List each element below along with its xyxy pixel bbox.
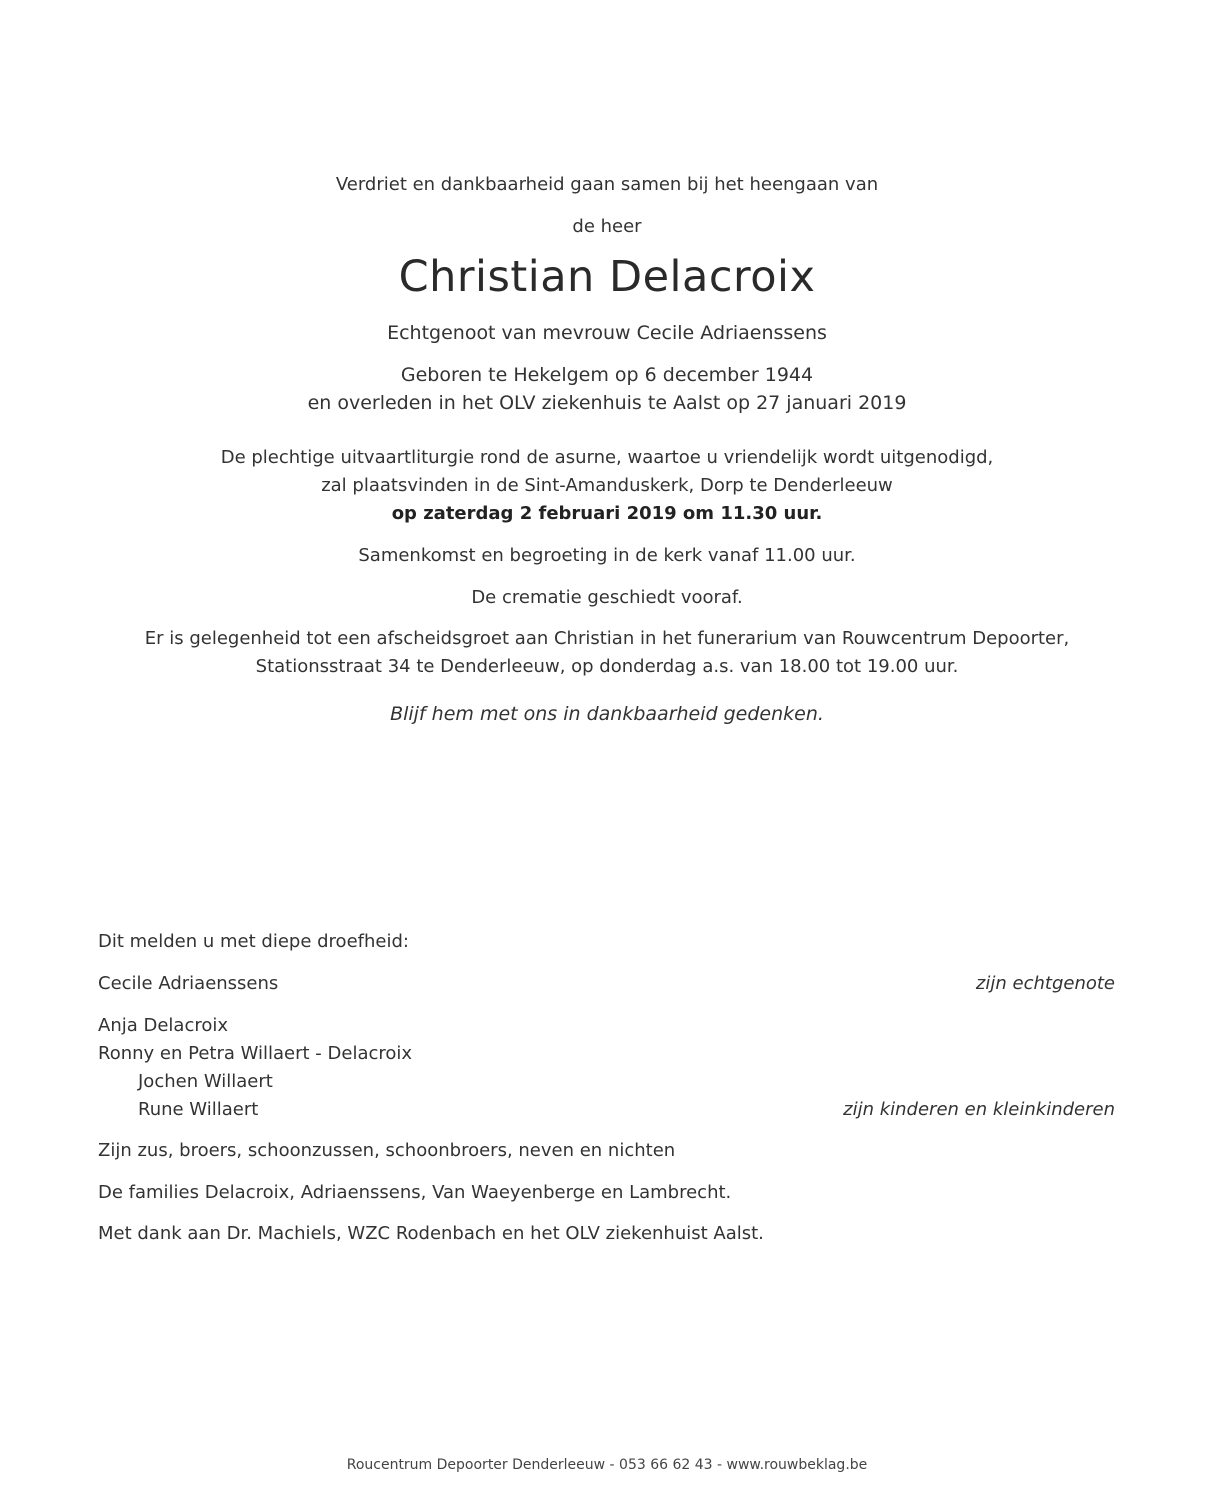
grandchild-name: Rune Willaert — [138, 1099, 259, 1120]
farewell-line-1: Er is gelegenheid tot een afscheidsgroet aan Christian in het funerarium van Rouwcentrum Depoorter, — [144, 628, 1070, 649]
grandchild-name: Jochen Willaert — [138, 1071, 273, 1092]
ceremony-line-1: De plechtige uitvaartliturgie rond de asurne, waartoe u vriendelijk wordt uitgenodigd, — [220, 447, 994, 468]
deceased-name: Christian Delacroix — [398, 252, 816, 302]
spouse-line: Echtgenoot van mevrouw Cecile Adriaenssens — [387, 322, 827, 344]
cremation-line: De crematie geschiedt vooraf. — [471, 587, 743, 608]
gathering-line: Samenkomst en begroeting in de kerk vanaf 11.00 uur. — [358, 545, 856, 566]
family-heading: Dit melden u met diepe droefheid: — [98, 931, 409, 952]
honorific: de heer — [572, 216, 642, 237]
spouse-name: Cecile Adriaenssens — [98, 973, 279, 994]
families-line: De families Delacroix, Adriaenssens, Van Waeyenberge en Lambrecht. — [98, 1182, 732, 1203]
birth-line: Geboren te Hekelgem op 6 december 1944 — [400, 364, 814, 386]
spouse-role: zijn echtgenote — [975, 973, 1115, 994]
child-name: Ronny en Petra Willaert - Delacroix — [98, 1043, 413, 1064]
thanks-line: Met dank aan Dr. Machiels, WZC Rodenbach en het OLV ziekenhuist Aalst. — [98, 1223, 764, 1244]
remember-line: Blijf hem met ons in dankbaarheid gedenken. — [390, 703, 824, 725]
child-name: Anja Delacroix — [98, 1015, 229, 1036]
ceremony-line-2: zal plaatsvinden in de Sint-Amanduskerk, Dorp te Denderleeuw — [321, 475, 893, 496]
footer-contact: Roucentrum Depoorter Denderleeuw - 053 66 62 43 - www.rouwbeklag.be — [346, 1457, 868, 1473]
siblings-line: Zijn zus, broers, schoonzussen, schoonbroers, neven en nichten — [98, 1140, 676, 1161]
farewell-line-2: Stationsstraat 34 te Denderleeuw, op donderdag a.s. van 18.00 tot 19.00 uur. — [255, 656, 959, 677]
death-line: en overleden in het OLV ziekenhuis te Aalst op 27 januari 2019 — [307, 392, 907, 414]
ceremony-date: op zaterdag 2 februari 2019 om 11.30 uur. — [391, 503, 823, 524]
children-role: zijn kinderen en kleinkinderen — [843, 1099, 1115, 1120]
intro-text: Verdriet en dankbaarheid gaan samen bij het heengaan van — [335, 174, 879, 195]
